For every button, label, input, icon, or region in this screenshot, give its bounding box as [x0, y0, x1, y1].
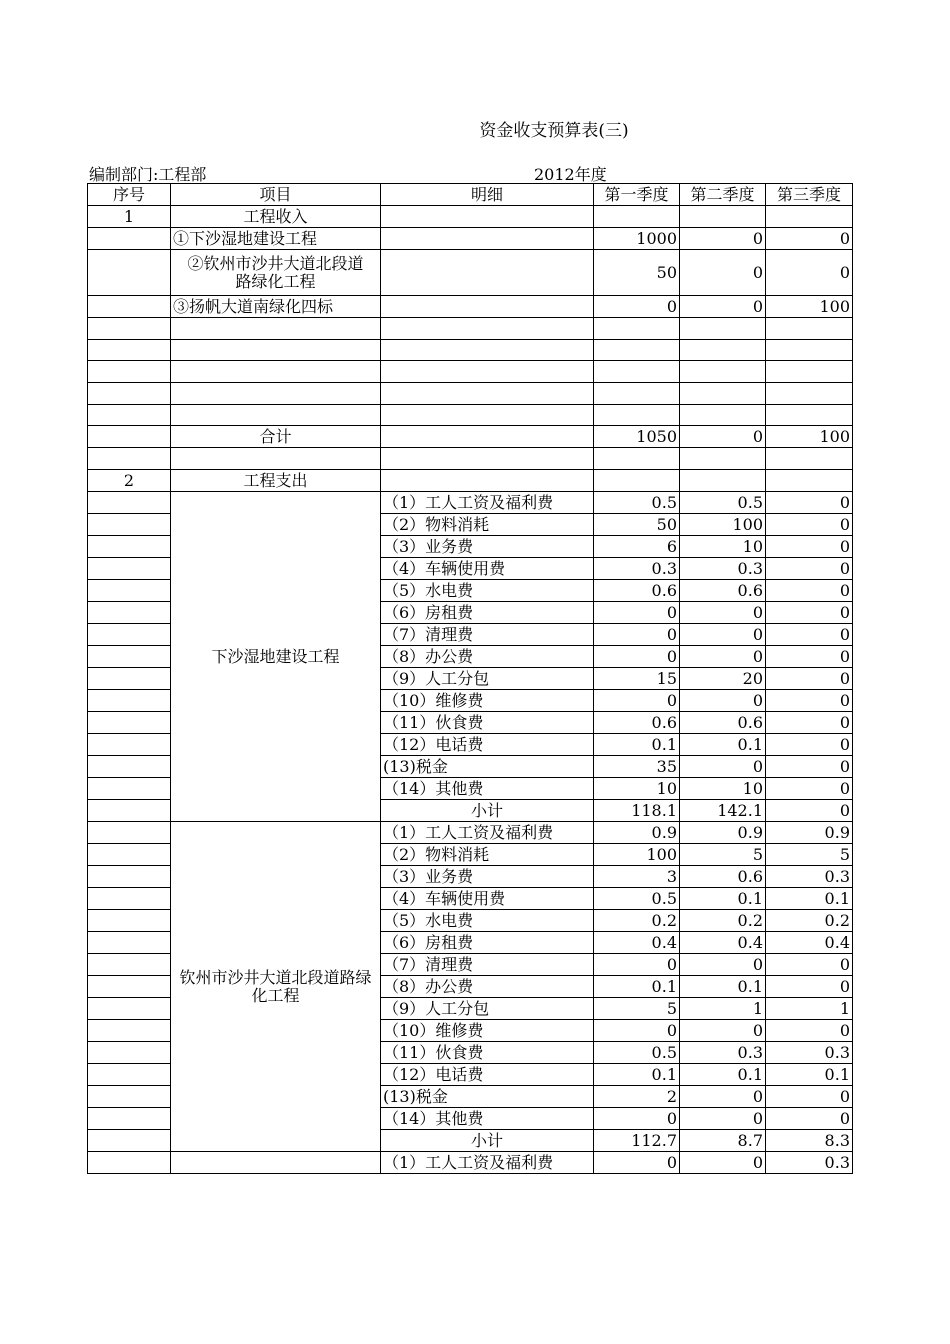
header-cell: 序号 — [88, 184, 171, 206]
income-total-row — [88, 426, 853, 448]
value-cell: 0.9 — [594, 822, 680, 844]
header-cell: 第二季度 — [680, 184, 766, 206]
detail-cell: （5）水电费 — [381, 910, 594, 932]
value-cell: 0 — [594, 602, 680, 624]
seq-cell — [88, 536, 171, 558]
value-cell: 1050 — [594, 426, 680, 448]
table-header-row — [88, 184, 853, 206]
value-cell: 0 — [680, 1086, 766, 1108]
seq-cell — [88, 1130, 171, 1152]
value-cell: 0.3 — [594, 558, 680, 580]
value-cell: 0 — [766, 558, 853, 580]
value-cell: 0.1 — [594, 976, 680, 998]
header-cell: 项目 — [171, 184, 381, 206]
value-cell: 1000 — [594, 228, 680, 250]
value-cell: 0.5 — [680, 492, 766, 514]
project-cell: 钦州市沙井大道北段道路绿化工程 — [171, 822, 381, 1152]
value-cell: 0 — [766, 1020, 853, 1042]
seq-cell — [88, 800, 171, 822]
detail-cell: （12）电话费 — [381, 734, 594, 756]
value-cell: 0 — [766, 800, 853, 822]
value-cell: 0 — [766, 250, 853, 296]
detail-cell: （3）业务费 — [381, 536, 594, 558]
seq-cell — [88, 602, 171, 624]
section-label: 工程收入 — [171, 206, 381, 228]
value-cell: 0 — [766, 228, 853, 250]
subtotal-label: 小计 — [381, 800, 594, 822]
project-cell — [171, 1152, 381, 1174]
value-cell: 0 — [594, 1108, 680, 1130]
detail-cell: （2）物料消耗 — [381, 844, 594, 866]
value-cell: 0.5 — [594, 492, 680, 514]
value-cell: 0 — [594, 646, 680, 668]
value-cell: 100 — [680, 514, 766, 536]
seq-cell — [88, 1086, 171, 1108]
value-cell: 100 — [594, 844, 680, 866]
value-cell: 10 — [680, 536, 766, 558]
seq-cell — [88, 866, 171, 888]
table-row — [88, 228, 853, 250]
empty-row — [88, 404, 853, 426]
detail-cell: （1）工人工资及福利费 — [381, 1152, 594, 1174]
empty-row — [88, 318, 853, 340]
detail-cell: （8）办公费 — [381, 976, 594, 998]
value-cell: 0 — [766, 1086, 853, 1108]
value-cell: 0 — [766, 954, 853, 976]
header-cell: 第一季度 — [594, 184, 680, 206]
value-cell: 0 — [680, 624, 766, 646]
value-cell: 0.2 — [594, 910, 680, 932]
detail-cell: （6）房租费 — [381, 602, 594, 624]
detail-cell: （9）人工分包 — [381, 998, 594, 1020]
value-cell: 0 — [766, 734, 853, 756]
value-cell: 0 — [594, 624, 680, 646]
value-cell: 0 — [680, 1108, 766, 1130]
value-cell: 0.1 — [594, 734, 680, 756]
value-cell: 0.3 — [680, 1042, 766, 1064]
value-cell: 0 — [766, 976, 853, 998]
value-cell: 0 — [680, 228, 766, 250]
empty-row — [88, 339, 853, 361]
value-cell: 0 — [766, 646, 853, 668]
value-cell: 0.5 — [594, 888, 680, 910]
value-cell: 0.3 — [766, 866, 853, 888]
value-cell: 0 — [680, 250, 766, 296]
value-cell: 0 — [594, 296, 680, 318]
value-cell: 0 — [680, 1020, 766, 1042]
value-cell: 0.6 — [680, 580, 766, 602]
value-cell: 0.4 — [766, 932, 853, 954]
value-cell: 0.9 — [766, 822, 853, 844]
value-cell: 50 — [594, 250, 680, 296]
value-cell: 0 — [680, 954, 766, 976]
value-cell: 5 — [680, 844, 766, 866]
table-row — [88, 296, 853, 318]
value-cell: 0 — [766, 1108, 853, 1130]
seq-cell — [88, 514, 171, 536]
value-cell: 0 — [594, 954, 680, 976]
value-cell: 0 — [680, 602, 766, 624]
value-cell: 20 — [680, 668, 766, 690]
value-cell: 15 — [594, 668, 680, 690]
table-row — [88, 822, 853, 844]
year-label: 2012年度 — [534, 165, 607, 184]
empty-row — [88, 448, 853, 470]
seq-cell — [88, 1152, 171, 1174]
seq-cell — [88, 756, 171, 778]
seq-cell — [88, 668, 171, 690]
seq-cell — [88, 558, 171, 580]
value-cell: 0 — [766, 778, 853, 800]
value-cell: 0 — [766, 668, 853, 690]
seq-cell — [88, 580, 171, 602]
value-cell: 0.1 — [766, 888, 853, 910]
value-cell: 0 — [766, 580, 853, 602]
section-label: 工程支出 — [171, 470, 381, 492]
value-cell: 0.9 — [680, 822, 766, 844]
value-cell: 0 — [680, 646, 766, 668]
detail-cell: （2）物料消耗 — [381, 514, 594, 536]
value-cell: 0.6 — [680, 712, 766, 734]
value-cell: 0.1 — [766, 1064, 853, 1086]
seq-cell — [88, 690, 171, 712]
value-cell: 3 — [594, 866, 680, 888]
detail-cell: （1）工人工资及福利费 — [381, 492, 594, 514]
detail-cell: （1）工人工资及福利费 — [381, 822, 594, 844]
seq-cell — [88, 976, 171, 998]
value-cell: 0 — [680, 296, 766, 318]
value-cell: 0 — [680, 426, 766, 448]
table-row — [88, 206, 853, 228]
value-cell: 2 — [594, 1086, 680, 1108]
seq-cell — [88, 910, 171, 932]
project-cell: 下沙湿地建设工程 — [171, 492, 381, 822]
value-cell: 1 — [766, 998, 853, 1020]
subtotal-label: 小计 — [381, 1130, 594, 1152]
value-cell: 0.3 — [766, 1042, 853, 1064]
detail-cell: （11）伙食费 — [381, 1042, 594, 1064]
value-cell: 0 — [766, 602, 853, 624]
value-cell: 0.6 — [594, 712, 680, 734]
detail-cell: (13)税金 — [381, 756, 594, 778]
detail-cell: （11）伙食费 — [381, 712, 594, 734]
detail-cell: （4）车辆使用费 — [381, 888, 594, 910]
project-cell: ②钦州市沙井大道北段道路绿化工程 — [171, 250, 381, 296]
value-cell: 8.7 — [680, 1130, 766, 1152]
seq-cell — [88, 1108, 171, 1130]
value-cell: 0.1 — [680, 734, 766, 756]
empty-row — [88, 383, 853, 405]
department-label: 编制部门:工程部 — [89, 165, 207, 184]
value-cell: 0 — [680, 1152, 766, 1174]
detail-cell: （9）人工分包 — [381, 668, 594, 690]
page-title: 资金收支预算表(三) — [479, 121, 629, 141]
value-cell: 0.6 — [680, 866, 766, 888]
empty-row — [88, 361, 853, 383]
seq-cell — [88, 492, 171, 514]
value-cell: 0.4 — [594, 932, 680, 954]
detail-cell: （10）维修费 — [381, 690, 594, 712]
project-cell: ③扬帆大道南绿化四标 — [171, 296, 381, 318]
seq-cell — [88, 888, 171, 910]
seq-cell — [88, 646, 171, 668]
seq-cell — [88, 624, 171, 646]
value-cell: 50 — [594, 514, 680, 536]
value-cell: 0 — [766, 624, 853, 646]
value-cell: 0 — [594, 1020, 680, 1042]
value-cell: 100 — [766, 426, 853, 448]
value-cell: 35 — [594, 756, 680, 778]
project-cell: ①下沙湿地建设工程 — [171, 228, 381, 250]
detail-cell: （6）房租费 — [381, 932, 594, 954]
detail-cell: （14）其他费 — [381, 1108, 594, 1130]
value-cell: 118.1 — [594, 800, 680, 822]
value-cell: 0.3 — [766, 1152, 853, 1174]
seq-cell — [88, 712, 171, 734]
value-cell: 142.1 — [680, 800, 766, 822]
value-cell: 10 — [594, 778, 680, 800]
seq-cell — [88, 1042, 171, 1064]
value-cell: 0.4 — [680, 932, 766, 954]
value-cell: 100 — [766, 296, 853, 318]
value-cell: 0.1 — [680, 1064, 766, 1086]
value-cell: 0 — [766, 712, 853, 734]
detail-cell: （8）办公费 — [381, 646, 594, 668]
value-cell: 0.6 — [594, 580, 680, 602]
value-cell: 0 — [594, 1152, 680, 1174]
seq-cell — [88, 954, 171, 976]
detail-cell: （4）车辆使用费 — [381, 558, 594, 580]
value-cell: 0.1 — [680, 888, 766, 910]
table-row — [88, 1152, 853, 1174]
seq-cell — [88, 998, 171, 1020]
seq-cell: 1 — [88, 206, 171, 228]
detail-cell: （14）其他费 — [381, 778, 594, 800]
value-cell: 0 — [766, 690, 853, 712]
table-row — [88, 492, 853, 514]
header-cell: 明细 — [381, 184, 594, 206]
value-cell: 0 — [766, 514, 853, 536]
seq-cell — [88, 932, 171, 954]
value-cell: 0 — [594, 690, 680, 712]
value-cell: 0.1 — [680, 976, 766, 998]
value-cell: 0.2 — [680, 910, 766, 932]
detail-cell: （10）维修费 — [381, 1020, 594, 1042]
detail-cell: （12）电话费 — [381, 1064, 594, 1086]
seq-cell: 2 — [88, 470, 171, 492]
seq-cell — [88, 1020, 171, 1042]
value-cell: 0 — [766, 492, 853, 514]
table-row — [88, 250, 853, 296]
value-cell: 112.7 — [594, 1130, 680, 1152]
value-cell: 0 — [680, 756, 766, 778]
total-label: 合计 — [171, 426, 381, 448]
header-cell: 第三季度 — [766, 184, 853, 206]
value-cell: 6 — [594, 536, 680, 558]
detail-cell: （5）水电费 — [381, 580, 594, 602]
value-cell: 10 — [680, 778, 766, 800]
value-cell: 0.1 — [594, 1064, 680, 1086]
seq-cell — [88, 844, 171, 866]
value-cell: 0.5 — [594, 1042, 680, 1064]
value-cell: 5 — [594, 998, 680, 1020]
budget-table — [87, 183, 853, 1174]
seq-cell — [88, 822, 171, 844]
value-cell: 0.3 — [680, 558, 766, 580]
seq-cell — [88, 734, 171, 756]
value-cell: 0.2 — [766, 910, 853, 932]
detail-cell: （7）清理费 — [381, 624, 594, 646]
detail-cell: (13)税金 — [381, 1086, 594, 1108]
value-cell: 0 — [680, 690, 766, 712]
table-row — [88, 470, 853, 492]
value-cell: 1 — [680, 998, 766, 1020]
seq-cell — [88, 1064, 171, 1086]
detail-cell: （3）业务费 — [381, 866, 594, 888]
value-cell: 0 — [766, 756, 853, 778]
detail-cell: （7）清理费 — [381, 954, 594, 976]
value-cell: 8.3 — [766, 1130, 853, 1152]
value-cell: 0 — [766, 536, 853, 558]
seq-cell — [88, 778, 171, 800]
value-cell: 5 — [766, 844, 853, 866]
